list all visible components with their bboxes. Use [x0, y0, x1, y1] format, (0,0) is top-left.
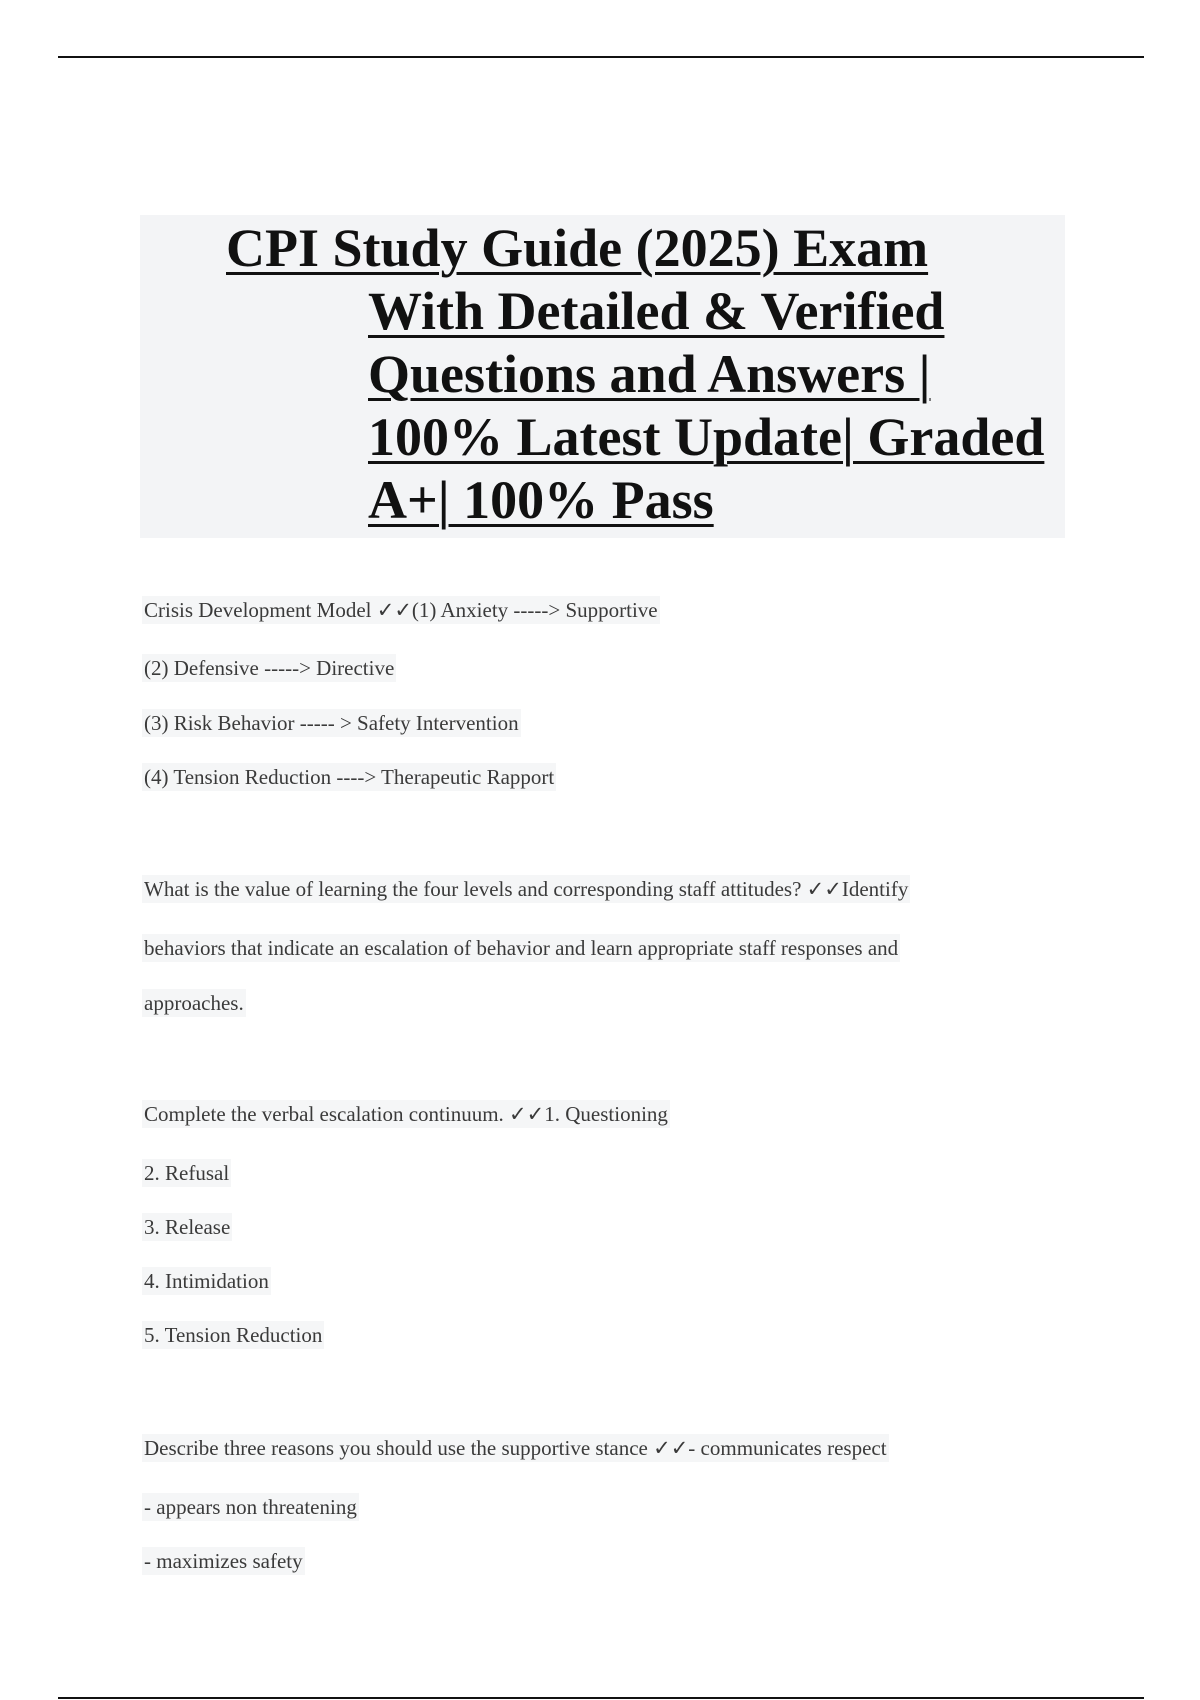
qa-1-question: Crisis Development Model ✓✓(1) Anxiety -----> Supportive: [144, 598, 658, 622]
qa-2-answer-line: behaviors that indicate an escalation of behavior and learn appropriate staff responses and: [144, 936, 899, 960]
qa-4-answer-line: - maximizes safety: [144, 1549, 303, 1573]
qa-3-answer-line: 5. Tension Reduction: [144, 1323, 323, 1347]
qa-1-answer-line: (2) Defensive -----> Directive: [144, 656, 395, 680]
qa-3-answer-line: 2. Refusal: [144, 1161, 230, 1185]
qa-1-answer-line: (4) Tension Reduction ----> Therapeutic Rapport: [144, 765, 555, 789]
document-title-line-2: With Detailed & Verified: [368, 281, 945, 341]
qa-1-answer-line: (3) Risk Behavior ----- > Safety Intervention: [144, 711, 519, 735]
document-title-line-4: 100% Latest Update| Graded: [368, 407, 1045, 467]
qa-4-question: Describe three reasons you should use the supportive stance ✓✓- communicates respect: [144, 1436, 887, 1460]
qa-3-answer-line: 3. Release: [144, 1215, 231, 1239]
top-rule: [58, 56, 1144, 58]
document-title-line-3: Questions and Answers |: [368, 344, 931, 404]
qa-3-question: Complete the verbal escalation continuum. ✓✓1. Questioning: [144, 1102, 668, 1126]
bottom-rule: [58, 1697, 1144, 1699]
qa-4-answer-line: - appears non threatening: [144, 1495, 357, 1519]
qa-2-question: What is the value of learning the four levels and corresponding staff attitudes? ✓✓Identify: [144, 877, 909, 901]
qa-2-answer-line: approaches.: [144, 991, 244, 1015]
document-title-line-5: A+| 100% Pass: [368, 470, 714, 530]
qa-3-answer-line: 4. Intimidation: [144, 1269, 269, 1293]
document-title-line-1: CPI Study Guide (2025) Exam: [226, 218, 929, 278]
